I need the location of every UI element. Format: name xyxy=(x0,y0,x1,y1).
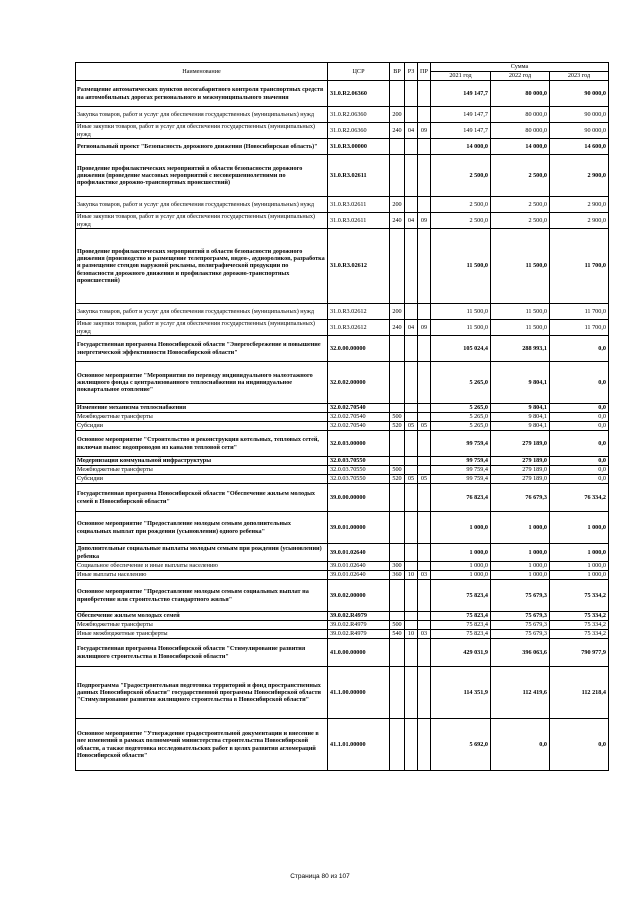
cell-vr: 200 xyxy=(390,107,405,123)
cell-v2: 75 679,3 xyxy=(491,612,550,621)
cell-csr: 32.0.02.70540 xyxy=(328,422,390,431)
cell-v3: 0,0 xyxy=(550,475,609,484)
cell-csr: 32.0.02.70540 xyxy=(328,404,390,413)
cell-pr xyxy=(418,362,431,404)
table-row xyxy=(76,422,609,431)
cell-name: Иные закупки товаров, работ и услуг для обеспечения государственных (муниципальных) нужд xyxy=(76,320,328,336)
cell-vr: 500 xyxy=(390,413,405,422)
cell-v3: 0,0 xyxy=(550,422,609,431)
col-header-2023: 2023 год xyxy=(550,72,609,81)
cell-v2: 9 804,1 xyxy=(491,362,550,404)
cell-pr xyxy=(418,512,431,544)
cell-csr: 39.0.01.02640 xyxy=(328,571,390,580)
cell-v1: 11 500,0 xyxy=(431,304,491,320)
table-row xyxy=(76,571,609,580)
cell-rz xyxy=(405,457,418,466)
cell-vr xyxy=(390,544,405,562)
cell-v2: 11 500,0 xyxy=(491,304,550,320)
table-row xyxy=(76,229,609,304)
cell-csr: 32.0.03.70550 xyxy=(328,457,390,466)
table-row xyxy=(76,304,609,320)
cell-v1: 114 351,9 xyxy=(431,667,491,719)
cell-v1: 11 500,0 xyxy=(431,229,491,304)
cell-name: Иные закупки товаров, работ и услуг для обеспечения государственных (муниципальных) нужд xyxy=(76,123,328,139)
cell-v1: 1 000,0 xyxy=(431,571,491,580)
cell-v1: 99 759,4 xyxy=(431,466,491,475)
cell-csr: 39.0.02.R4979 xyxy=(328,630,390,639)
cell-pr xyxy=(418,304,431,320)
cell-v3: 0,0 xyxy=(550,466,609,475)
cell-csr: 31.0.R3.02612 xyxy=(328,320,390,336)
cell-rz xyxy=(405,562,418,571)
table-row xyxy=(76,630,609,639)
cell-rz xyxy=(405,512,418,544)
cell-v2: 2 500,0 xyxy=(491,155,550,197)
cell-v1: 99 759,4 xyxy=(431,475,491,484)
cell-v3: 0,0 xyxy=(550,362,609,404)
table-row xyxy=(76,544,609,562)
cell-csr: 32.0.02.70540 xyxy=(328,413,390,422)
cell-rz xyxy=(405,621,418,630)
cell-csr: 39.0.01.02640 xyxy=(328,544,390,562)
table-row xyxy=(76,562,609,571)
cell-pr xyxy=(418,413,431,422)
col-header-sum: Сумма xyxy=(431,63,609,72)
cell-v3: 0,0 xyxy=(550,719,609,771)
cell-pr xyxy=(418,431,431,457)
cell-name: Проведение профилактических мероприятий в области безопасности дорожного движения (производство и размещение телепрограмм, видео-, аудиороликов, разработка и размещение стендов наружной рекламы, полиграфической продукции по безопасности дорожного движения и профилактике дорожно-транспортных происшествий) xyxy=(76,229,328,304)
cell-csr: 31.0.R2.06360 xyxy=(328,81,390,107)
cell-rz: 10 xyxy=(405,571,418,580)
cell-rz xyxy=(405,544,418,562)
cell-v1: 5 265,0 xyxy=(431,404,491,413)
cell-vr xyxy=(390,81,405,107)
cell-rz: 05 xyxy=(405,475,418,484)
cell-name: Основное мероприятие "Мероприятия по переводу индивидуального малоэтажного жилищного фонда с централизованного теплоснабжения на индивидуальное поквартальное отопление" xyxy=(76,362,328,404)
cell-v2: 279 189,0 xyxy=(491,457,550,466)
cell-v2: 1 000,0 xyxy=(491,544,550,562)
col-header-vr: ВР xyxy=(390,63,405,81)
cell-v3: 1 000,0 xyxy=(550,512,609,544)
cell-v2: 80 000,0 xyxy=(491,107,550,123)
table-row xyxy=(76,475,609,484)
cell-vr: 300 xyxy=(390,562,405,571)
cell-pr xyxy=(418,81,431,107)
cell-name: Субсидии xyxy=(76,422,328,431)
cell-v2: 80 000,0 xyxy=(491,123,550,139)
cell-name: Изменение механизма теплоснабжения xyxy=(76,404,328,413)
cell-v2: 11 500,0 xyxy=(491,229,550,304)
cell-v2: 11 500,0 xyxy=(491,320,550,336)
cell-v1: 105 024,4 xyxy=(431,336,491,362)
cell-csr: 39.0.02.00000 xyxy=(328,580,390,612)
cell-vr xyxy=(390,612,405,621)
cell-v3: 0,0 xyxy=(550,404,609,413)
cell-v3: 0,0 xyxy=(550,336,609,362)
cell-v3: 2 900,0 xyxy=(550,197,609,213)
cell-v2: 1 000,0 xyxy=(491,512,550,544)
cell-v2: 14 000,0 xyxy=(491,139,550,155)
cell-v3: 90 000,0 xyxy=(550,107,609,123)
cell-rz xyxy=(405,484,418,512)
cell-v1: 99 759,4 xyxy=(431,457,491,466)
cell-v2: 9 804,1 xyxy=(491,413,550,422)
table-row xyxy=(76,404,609,413)
cell-csr: 31.0.R3.02611 xyxy=(328,213,390,229)
cell-v3: 90 000,0 xyxy=(550,81,609,107)
cell-pr xyxy=(418,139,431,155)
cell-pr: 09 xyxy=(418,213,431,229)
cell-vr: 200 xyxy=(390,197,405,213)
cell-pr xyxy=(418,639,431,667)
table-row xyxy=(76,457,609,466)
cell-name: Основное мероприятие "Строительство и реконструкция котельных, тепловых сетей, включая вынос водопроводов из каналов тепловой сети" xyxy=(76,431,328,457)
cell-rz xyxy=(405,155,418,197)
cell-v2: 1 000,0 xyxy=(491,571,550,580)
cell-vr xyxy=(390,139,405,155)
cell-pr xyxy=(418,336,431,362)
cell-rz xyxy=(405,466,418,475)
cell-csr: 39.0.01.02640 xyxy=(328,562,390,571)
cell-v1: 2 500,0 xyxy=(431,155,491,197)
cell-v2: 1 000,0 xyxy=(491,562,550,571)
cell-vr: 240 xyxy=(390,213,405,229)
cell-pr: 05 xyxy=(418,475,431,484)
table-row xyxy=(76,667,609,719)
cell-name: Социальное обеспечение и иные выплаты населению xyxy=(76,562,328,571)
cell-v1: 76 823,4 xyxy=(431,484,491,512)
cell-v1: 149 147,7 xyxy=(431,81,491,107)
cell-v1: 14 000,0 xyxy=(431,139,491,155)
cell-name: Основное мероприятие "Утверждение градостроительной документации и внесение в нее изменений в рамках полномочий министерства строительства Новосибирской области, а также подготовка исследовательских работ в целях развития агломераций Новосибирской области" xyxy=(76,719,328,771)
cell-v2: 2 500,0 xyxy=(491,197,550,213)
table-row xyxy=(76,81,609,107)
cell-pr xyxy=(418,562,431,571)
cell-v3: 0,0 xyxy=(550,431,609,457)
cell-rz: 04 xyxy=(405,213,418,229)
cell-csr: 39.0.01.00000 xyxy=(328,512,390,544)
cell-rz xyxy=(405,362,418,404)
cell-v1: 5 265,0 xyxy=(431,413,491,422)
table-row xyxy=(76,621,609,630)
cell-v1: 1 000,0 xyxy=(431,512,491,544)
col-header-csr: ЦСР xyxy=(328,63,390,81)
table-row xyxy=(76,466,609,475)
cell-csr: 32.0.00.00000 xyxy=(328,336,390,362)
cell-v2: 279 189,0 xyxy=(491,431,550,457)
cell-v2: 75 679,3 xyxy=(491,621,550,630)
cell-v1: 2 500,0 xyxy=(431,197,491,213)
cell-v3: 1 000,0 xyxy=(550,562,609,571)
cell-name: Государственная программа Новосибирской области "Обеспечение жильем молодых семей в Новосибирской области" xyxy=(76,484,328,512)
table-row xyxy=(76,431,609,457)
cell-csr: 41.0.00.00000 xyxy=(328,639,390,667)
cell-v1: 75 823,4 xyxy=(431,612,491,621)
cell-v3: 1 000,0 xyxy=(550,544,609,562)
cell-rz xyxy=(405,719,418,771)
cell-name: Закупка товаров, работ и услуг для обеспечения государственных (муниципальных) нужд xyxy=(76,304,328,320)
cell-csr: 31.0.R3.02612 xyxy=(328,304,390,320)
cell-name: Модернизация коммунальной инфраструктуры xyxy=(76,457,328,466)
table-row xyxy=(76,719,609,771)
cell-csr: 31.0.R3.02611 xyxy=(328,197,390,213)
table-row xyxy=(76,213,609,229)
cell-rz xyxy=(405,404,418,413)
cell-csr: 32.0.02.00000 xyxy=(328,362,390,404)
cell-v3: 2 900,0 xyxy=(550,155,609,197)
cell-pr xyxy=(418,229,431,304)
cell-name: Основное мероприятие "Предоставление молодым семьям дополнительных социальных выплат при рождении (усыновлении) одного ребенка" xyxy=(76,512,328,544)
cell-v2: 112 419,6 xyxy=(491,667,550,719)
cell-csr: 31.0.R3.00000 xyxy=(328,139,390,155)
table-row xyxy=(76,413,609,422)
cell-name: Проведение профилактических мероприятий в области безопасности дорожного движения (проведение массовых мероприятий с несовершеннолетними по профилактике дорожно-транспортных происшествий) xyxy=(76,155,328,197)
cell-csr: 39.0.02.R4979 xyxy=(328,612,390,621)
cell-pr xyxy=(418,667,431,719)
cell-v1: 99 759,4 xyxy=(431,431,491,457)
cell-pr: 09 xyxy=(418,123,431,139)
cell-v2: 279 189,0 xyxy=(491,466,550,475)
cell-v1: 2 500,0 xyxy=(431,213,491,229)
cell-vr: 500 xyxy=(390,621,405,630)
col-header-2022: 2022 год xyxy=(491,72,550,81)
cell-csr: 31.0.R2.06360 xyxy=(328,123,390,139)
cell-v1: 5 265,0 xyxy=(431,422,491,431)
cell-csr: 32.0.03.00000 xyxy=(328,431,390,457)
table-row xyxy=(76,139,609,155)
cell-pr xyxy=(418,404,431,413)
cell-name: Государственная программа Новосибирской области "Энергосбережение и повышение энергетической эффективности Новосибирской области" xyxy=(76,336,328,362)
cell-v1: 1 000,0 xyxy=(431,562,491,571)
cell-vr xyxy=(390,362,405,404)
cell-vr xyxy=(390,431,405,457)
table-row xyxy=(76,320,609,336)
cell-pr xyxy=(418,621,431,630)
cell-name: Иные межбюджетные трансферты xyxy=(76,630,328,639)
cell-pr xyxy=(418,155,431,197)
cell-v3: 0,0 xyxy=(550,413,609,422)
cell-name: Иные закупки товаров, работ и услуг для обеспечения государственных (муниципальных) нужд xyxy=(76,213,328,229)
cell-name: Региональный проект "Безопасность дорожного движения (Новосибирская область)" xyxy=(76,139,328,155)
col-header-name: Наименование xyxy=(76,63,328,81)
cell-rz xyxy=(405,336,418,362)
cell-v2: 279 189,0 xyxy=(491,475,550,484)
cell-rz xyxy=(405,229,418,304)
cell-rz xyxy=(405,667,418,719)
cell-v1: 11 500,0 xyxy=(431,320,491,336)
cell-v1: 5 692,0 xyxy=(431,719,491,771)
col-header-pr: ПР xyxy=(418,63,431,81)
cell-v2: 76 679,3 xyxy=(491,484,550,512)
cell-vr xyxy=(390,457,405,466)
cell-pr: 09 xyxy=(418,320,431,336)
cell-csr: 39.0.02.R4979 xyxy=(328,621,390,630)
cell-v1: 149 147,7 xyxy=(431,107,491,123)
cell-v3: 75 334,2 xyxy=(550,621,609,630)
cell-v3: 790 977,9 xyxy=(550,639,609,667)
cell-pr xyxy=(418,719,431,771)
cell-v3: 11 700,0 xyxy=(550,320,609,336)
cell-name: Государственная программа Новосибирской области "Стимулирование развития жилищного строительства в Новосибирской области" xyxy=(76,639,328,667)
cell-rz xyxy=(405,81,418,107)
cell-v2: 9 804,1 xyxy=(491,404,550,413)
table-row xyxy=(76,362,609,404)
cell-vr xyxy=(390,580,405,612)
cell-csr: 31.0.R2.06360 xyxy=(328,107,390,123)
cell-rz xyxy=(405,580,418,612)
cell-rz xyxy=(405,197,418,213)
cell-pr xyxy=(418,612,431,621)
cell-v3: 75 334,2 xyxy=(550,612,609,621)
cell-pr: 03 xyxy=(418,630,431,639)
cell-v2: 288 993,1 xyxy=(491,336,550,362)
cell-rz xyxy=(405,413,418,422)
cell-pr xyxy=(418,457,431,466)
cell-v3: 112 218,4 xyxy=(550,667,609,719)
cell-vr xyxy=(390,667,405,719)
cell-vr: 200 xyxy=(390,304,405,320)
cell-rz: 04 xyxy=(405,123,418,139)
cell-name: Дополнительные социальные выплаты молодым семьям при рождении (усыновлении) ребенка xyxy=(76,544,328,562)
cell-v3: 0,0 xyxy=(550,457,609,466)
cell-v2: 396 063,6 xyxy=(491,639,550,667)
cell-csr: 41.1.01.00000 xyxy=(328,719,390,771)
cell-vr xyxy=(390,404,405,413)
table-row xyxy=(76,484,609,512)
cell-pr: 03 xyxy=(418,571,431,580)
cell-rz xyxy=(405,139,418,155)
col-header-2021: 2021 год xyxy=(431,72,491,81)
cell-csr: 41.1.00.00000 xyxy=(328,667,390,719)
budget-page xyxy=(75,62,608,771)
col-header-rz: РЗ xyxy=(405,63,418,81)
cell-v2: 75 679,3 xyxy=(491,580,550,612)
table-row xyxy=(76,336,609,362)
cell-csr: 31.0.R3.02611 xyxy=(328,155,390,197)
cell-vr: 240 xyxy=(390,320,405,336)
cell-v3: 75 334,2 xyxy=(550,580,609,612)
cell-name: Межбюджетные трансферты xyxy=(76,621,328,630)
cell-pr xyxy=(418,484,431,512)
cell-rz: 04 xyxy=(405,320,418,336)
cell-pr xyxy=(418,197,431,213)
cell-pr xyxy=(418,580,431,612)
cell-v1: 75 823,4 xyxy=(431,621,491,630)
cell-v3: 11 700,0 xyxy=(550,229,609,304)
cell-vr: 360 xyxy=(390,571,405,580)
cell-rz: 10 xyxy=(405,630,418,639)
cell-name: Иные выплаты населению xyxy=(76,571,328,580)
table-row xyxy=(76,123,609,139)
table-row xyxy=(76,155,609,197)
cell-name: Обеспечение жильем молодых семей xyxy=(76,612,328,621)
cell-vr xyxy=(390,336,405,362)
cell-rz xyxy=(405,612,418,621)
table-row xyxy=(76,639,609,667)
cell-rz xyxy=(405,639,418,667)
cell-name: Размещение автоматических пунктов весогабаритного контроля транспортных средств на автомобильных дорогах регионального и межмуниципального значения xyxy=(76,81,328,107)
cell-name: Подпрограмма "Градостроительная подготовка территорий и фонд пространственных данных Новосибирской области" государственной программы Новосибирской области "Стимулирование развития жилищного строительства в Новосибирской области" xyxy=(76,667,328,719)
cell-v1: 149 147,7 xyxy=(431,123,491,139)
cell-name: Субсидии xyxy=(76,475,328,484)
budget-table xyxy=(75,62,609,771)
cell-csr: 32.0.03.70550 xyxy=(328,466,390,475)
cell-vr xyxy=(390,719,405,771)
cell-vr: 520 xyxy=(390,422,405,431)
cell-vr xyxy=(390,639,405,667)
cell-vr: 520 xyxy=(390,475,405,484)
table-row xyxy=(76,512,609,544)
cell-name: Закупка товаров, работ и услуг для обеспечения государственных (муниципальных) нужд xyxy=(76,107,328,123)
cell-v2: 0,0 xyxy=(491,719,550,771)
cell-v1: 1 000,0 xyxy=(431,544,491,562)
cell-vr xyxy=(390,229,405,304)
cell-v3: 76 334,2 xyxy=(550,484,609,512)
table-row xyxy=(76,107,609,123)
cell-vr xyxy=(390,512,405,544)
page-footer: Страница 80 из 107 xyxy=(290,873,350,880)
cell-rz xyxy=(405,431,418,457)
cell-vr xyxy=(390,484,405,512)
cell-v3: 90 000,0 xyxy=(550,123,609,139)
cell-v1: 5 265,0 xyxy=(431,362,491,404)
cell-v3: 2 900,0 xyxy=(550,213,609,229)
cell-csr: 32.0.03.70550 xyxy=(328,475,390,484)
cell-v3: 1 000,0 xyxy=(550,571,609,580)
table-body xyxy=(76,81,609,771)
table-row xyxy=(76,612,609,621)
cell-rz xyxy=(405,304,418,320)
cell-csr: 39.0.00.00000 xyxy=(328,484,390,512)
cell-rz xyxy=(405,107,418,123)
table-row xyxy=(76,197,609,213)
cell-pr xyxy=(418,544,431,562)
cell-v2: 9 804,1 xyxy=(491,422,550,431)
cell-pr xyxy=(418,466,431,475)
table-row xyxy=(76,580,609,612)
cell-csr: 31.0.R3.02612 xyxy=(328,229,390,304)
cell-vr: 240 xyxy=(390,123,405,139)
cell-name: Межбюджетные трансферты xyxy=(76,466,328,475)
cell-vr: 540 xyxy=(390,630,405,639)
cell-pr: 05 xyxy=(418,422,431,431)
cell-v2: 2 500,0 xyxy=(491,213,550,229)
cell-v1: 75 823,4 xyxy=(431,580,491,612)
cell-v1: 75 823,4 xyxy=(431,630,491,639)
cell-vr: 500 xyxy=(390,466,405,475)
cell-pr xyxy=(418,107,431,123)
cell-v2: 75 679,3 xyxy=(491,630,550,639)
cell-v2: 80 000,0 xyxy=(491,81,550,107)
cell-vr xyxy=(390,155,405,197)
cell-v3: 75 334,2 xyxy=(550,630,609,639)
cell-name: Основное мероприятие "Предоставление молодым семьям социальных выплат на приобретение или строительство стандартного жилья" xyxy=(76,580,328,612)
cell-name: Межбюджетные трансферты xyxy=(76,413,328,422)
cell-v3: 14 600,0 xyxy=(550,139,609,155)
cell-v1: 429 031,9 xyxy=(431,639,491,667)
cell-name: Закупка товаров, работ и услуг для обеспечения государственных (муниципальных) нужд xyxy=(76,197,328,213)
cell-v3: 11 700,0 xyxy=(550,304,609,320)
cell-rz: 05 xyxy=(405,422,418,431)
